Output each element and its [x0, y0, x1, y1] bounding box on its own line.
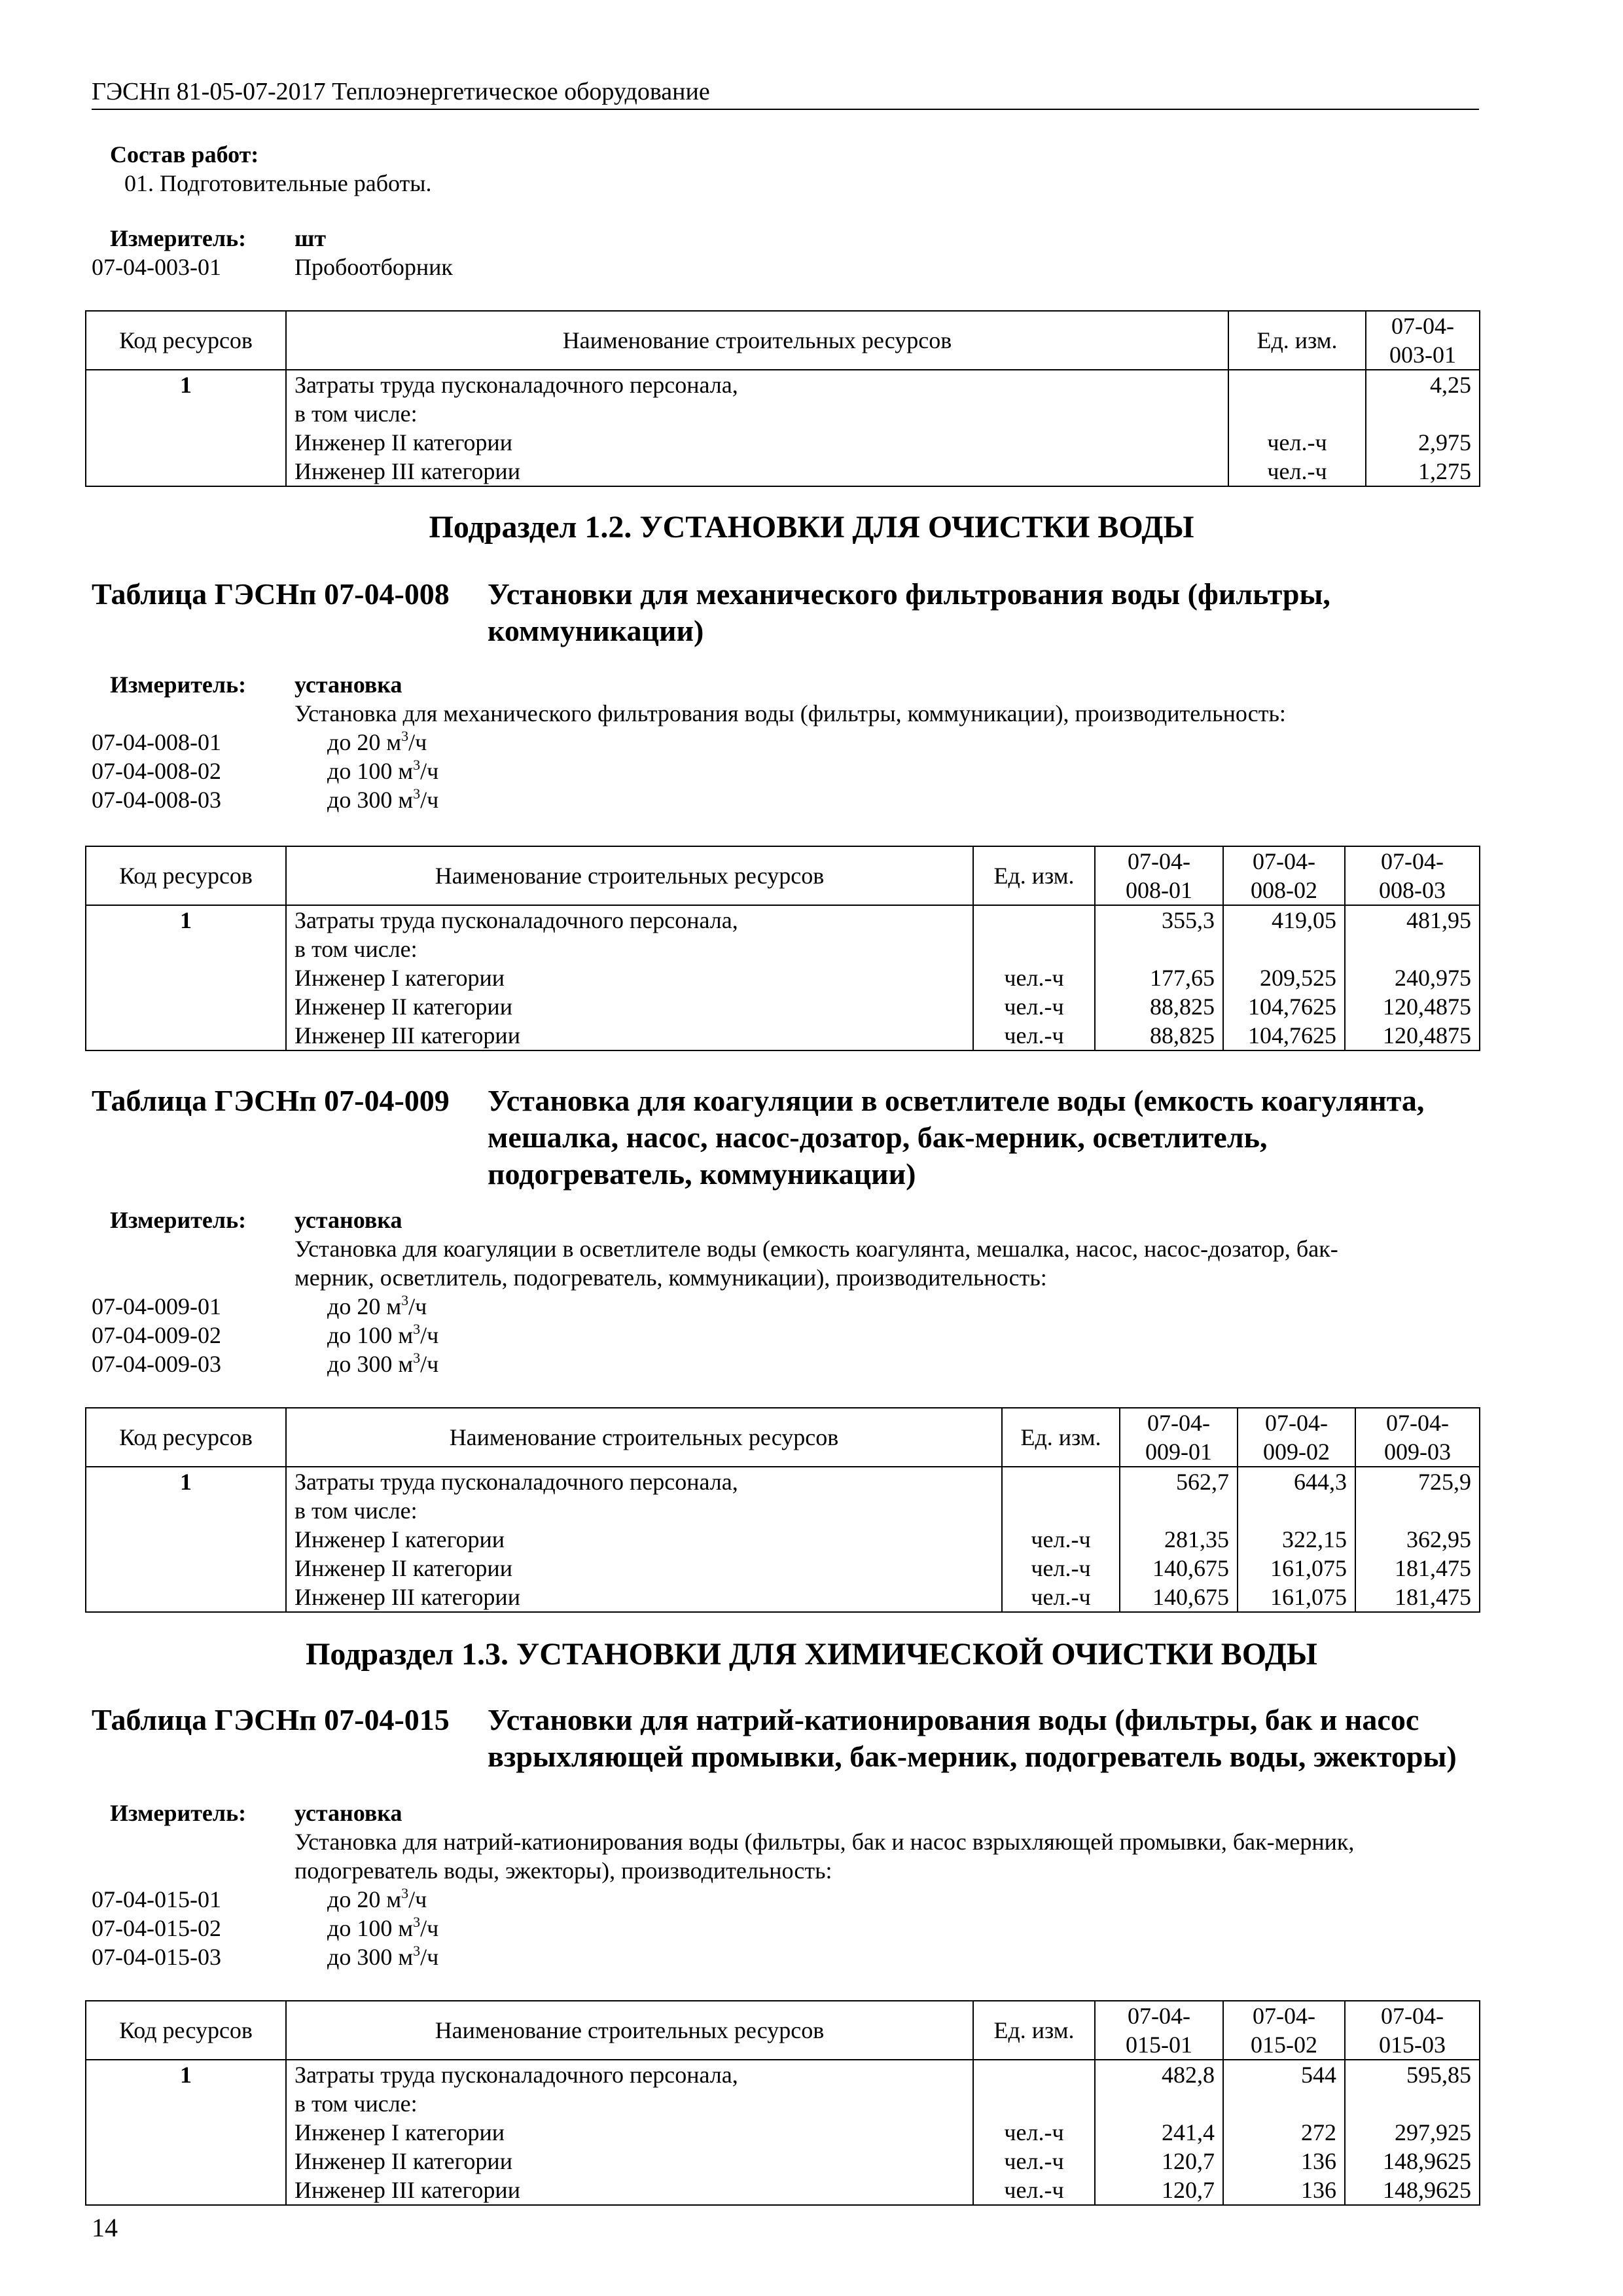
norm-value: 725,9: [1418, 1469, 1471, 1495]
norm-value: [1128, 1496, 1229, 1525]
norm-value: 161,075: [1270, 1555, 1347, 1581]
resource-units: [973, 905, 1095, 1050]
meter-label: Измеритель:: [110, 1207, 247, 1233]
norm-value: 209,525: [1260, 965, 1336, 991]
meter-label: Измеритель:: [110, 225, 247, 251]
norm-value: [1364, 1496, 1471, 1525]
description-line: подогреватель воды, эжекторы), производительность:: [294, 1857, 832, 1884]
meter-label: Измеритель:: [110, 1800, 247, 1826]
resource-unit: [1237, 399, 1357, 428]
capacity-superscript: 3: [401, 1292, 409, 1308]
norm-list-item: [92, 1943, 439, 1971]
resource-name: Инженер III категории: [294, 1584, 520, 1610]
norm-column-code: 07-04- 008-02: [1251, 848, 1317, 903]
col-header-name: Наименование строительных ресурсов: [286, 846, 973, 905]
norm-list-item: [92, 757, 439, 785]
resource-unit: [982, 935, 1086, 963]
norm-column-code: 07-04- 009-03: [1384, 1410, 1451, 1465]
col-header-code: Код ресурсов: [86, 1408, 286, 1467]
resource-unit: [1010, 1496, 1111, 1525]
norm-code: 07-04-009-03: [92, 1351, 221, 1377]
norm-value: 240,975: [1395, 965, 1471, 991]
norm-value: 148,9625: [1383, 2177, 1471, 2203]
capacity-superscript: 3: [401, 728, 409, 744]
resource-names: [286, 370, 1228, 486]
resource-units: [973, 2060, 1095, 2205]
norm-capacity: [327, 1350, 438, 1378]
norm-list-item: [92, 1292, 427, 1321]
norm-code: 07-04-015-01: [92, 1886, 221, 1912]
norm-value: 161,075: [1270, 1584, 1347, 1610]
meter-value: установка: [294, 1207, 402, 1233]
norm-value: 120,7: [1162, 2177, 1215, 2203]
table-title: [488, 576, 1330, 649]
resource-units: [1228, 370, 1366, 486]
norm-column-code: 07-04- 008-01: [1126, 848, 1192, 903]
norm-value: 482,8: [1162, 2062, 1215, 2088]
capacity-superscript: 3: [413, 1321, 421, 1337]
resource-name: Инженер I категории: [294, 965, 505, 991]
norm-value: 136: [1301, 2177, 1336, 2203]
capacity-superscript: 3: [413, 1914, 421, 1930]
col-header-code: Код ресурсов: [86, 846, 286, 905]
table-title-line: Установка для коагуляции в осветлителе воды (емкость коагулянта,: [488, 1084, 1425, 1117]
resource-name: Затраты труда пусконаладочного персонала,: [294, 907, 738, 933]
capacity-text: до 300 м: [327, 1351, 414, 1377]
norm-column-code: 07-04- 015-01: [1126, 2003, 1192, 2058]
norm-value: [1246, 1496, 1347, 1525]
resource-name: Затраты труда пусконаладочного персонала,: [294, 372, 738, 398]
col-header-norm: [1355, 1408, 1480, 1467]
col-header-unit: Ед. изм.: [973, 2001, 1095, 2060]
norm-value: 481,95: [1406, 907, 1471, 933]
col-header-code: Код ресурсов: [86, 2001, 286, 2060]
work-composition-item: 01. Подготовительные работы.: [124, 170, 432, 196]
norm-value: 2,975: [1418, 429, 1471, 456]
resource-unit: чел.-ч: [1031, 1526, 1091, 1552]
resource-unit: [982, 906, 1086, 935]
norm-values: [1238, 1467, 1355, 1612]
resource-code: 1: [86, 2060, 286, 2205]
norm-value: [1353, 2089, 1471, 2118]
meter-description: Установка для механического фильтрования воды (фильтры, коммуникации), производительность:: [294, 700, 1286, 726]
description-line: Установка для коагуляции в осветлителе воды (емкость коагулянта, мешалка, насос, насос-дозатор, бак-: [294, 1236, 1338, 1262]
capacity-text: до 20 м: [327, 1293, 402, 1319]
norm-column-code: 07-04- 008-03: [1379, 848, 1446, 903]
norm-value: 1,275: [1418, 458, 1471, 484]
col-header-code: Код ресурсов: [86, 311, 286, 370]
table-row: [86, 1467, 1480, 1612]
table-label: Таблица ГЭСНп 07-04-009: [92, 1084, 450, 1117]
capacity-unit: /ч: [408, 729, 427, 755]
capacity-superscript: 3: [413, 1350, 421, 1366]
resource-name: Инженер III категории: [294, 2177, 520, 2203]
resource-name: Инженер I категории: [294, 2119, 505, 2145]
norm-list-item: [92, 1914, 439, 1943]
capacity-unit: /ч: [420, 1322, 439, 1348]
norm-list-item: [92, 1885, 427, 1914]
resource-name: Инженер III категории: [294, 1022, 520, 1049]
resource-table-009: [85, 1407, 1480, 1613]
resource-unit: чел.-ч: [1031, 1584, 1091, 1610]
resource-name: Инженер II категории: [294, 1555, 512, 1581]
capacity-text: до 20 м: [327, 1886, 402, 1912]
norm-capacity: [327, 1943, 438, 1971]
norm-value: 140,675: [1152, 1584, 1229, 1610]
norm-value: 120,7: [1162, 2148, 1215, 2174]
capacity-text: до 20 м: [327, 729, 402, 755]
col-header-norm: [1223, 2001, 1345, 2060]
norm-value: 419,05: [1272, 907, 1336, 933]
norm-capacity: [327, 757, 438, 785]
norm-value: [1353, 935, 1471, 963]
norm-capacity: [327, 1885, 427, 1914]
meter-label: Измеритель:: [110, 672, 247, 698]
norm-code: 07-04-009-02: [92, 1322, 221, 1348]
capacity-text: до 100 м: [327, 1322, 414, 1348]
capacity-unit: /ч: [408, 1886, 427, 1912]
capacity-text: до 300 м: [327, 1944, 414, 1970]
meter-value: установка: [294, 672, 402, 698]
table-title-line: Установки для натрий-катионирования воды (фильтры, бак и насос: [488, 1703, 1419, 1736]
capacity-unit: /ч: [420, 1351, 439, 1377]
norm-value: 362,95: [1406, 1526, 1471, 1552]
norm-values: [1366, 370, 1480, 486]
norm-column-code: 07-04- 009-01: [1145, 1410, 1212, 1465]
col-header-name: Наименование строительных ресурсов: [286, 2001, 973, 2060]
norm-values: [1223, 905, 1345, 1050]
norm-value: 181,475: [1395, 1555, 1471, 1581]
capacity-superscript: 3: [413, 1943, 421, 1959]
resource-code: 1: [86, 1467, 286, 1612]
norm-value: 281,35: [1164, 1526, 1229, 1552]
norm-capacity: [327, 785, 438, 814]
norm-column-code: 07-04- 009-02: [1263, 1410, 1330, 1465]
table-title: [488, 1702, 1457, 1775]
table-title-line: Установки для механического фильтрования воды (фильтры,: [488, 577, 1330, 611]
capacity-text: до 100 м: [327, 1915, 414, 1941]
capacity-text: до 300 м: [327, 787, 414, 813]
norm-name: Пробоотборник: [294, 254, 453, 280]
table-row: [86, 370, 1480, 486]
table-label: Таблица ГЭСНп 07-04-008: [92, 577, 450, 611]
resource-unit: чел.-ч: [1004, 994, 1064, 1020]
norm-code: 07-04-003-01: [92, 254, 221, 280]
norm-values: [1095, 2060, 1223, 2205]
resource-name: Инженер II категории: [294, 994, 512, 1020]
col-header-norm: [1238, 1408, 1355, 1467]
subsection-heading: Подраздел 1.3. УСТАНОВКИ ДЛЯ ХИМИЧЕСКОЙ ОЧИСТКИ ВОДЫ: [306, 1637, 1317, 1672]
resource-names: [286, 2060, 973, 2205]
col-header-name: Наименование строительных ресурсов: [286, 1408, 1002, 1467]
col-header-unit: Ед. изм.: [973, 846, 1095, 905]
norm-value: [1374, 399, 1471, 428]
resource-names: [286, 905, 973, 1050]
running-header: ГЭСНп 81-05-07-2017 Теплоэнергетическое оборудование: [92, 77, 1479, 110]
capacity-text: до 100 м: [327, 758, 414, 784]
resource-unit: [982, 2060, 1086, 2089]
resource-name: в том числе:: [294, 2090, 418, 2117]
col-header-norm: [1223, 846, 1345, 905]
resource-unit: чел.-ч: [1004, 2177, 1064, 2203]
norm-value: 120,4875: [1383, 1022, 1471, 1049]
capacity-superscript: 3: [413, 785, 421, 802]
col-header-norm: [1120, 1408, 1238, 1467]
col-header-norm: [1345, 2001, 1480, 2060]
resource-names: [286, 1467, 1002, 1612]
description-line: Установка для натрий-катионирования воды (фильтры, бак и насос взрыхляющей промывки, бак-мерник,: [294, 1829, 1355, 1855]
norm-list-item: [92, 1350, 439, 1378]
resource-unit: чел.-ч: [1267, 429, 1327, 456]
table-title-line: подогреватель, коммуникации): [488, 1157, 916, 1191]
norm-values: [1120, 1467, 1238, 1612]
norm-value: 120,4875: [1383, 994, 1471, 1020]
norm-value: 644,3: [1294, 1469, 1347, 1495]
col-header-unit: Ед. изм.: [1228, 311, 1366, 370]
norm-value: [1103, 2089, 1215, 2118]
resource-name: в том числе:: [294, 936, 418, 962]
norm-code: 07-04-009-01: [92, 1293, 221, 1319]
norm-list-item: [92, 728, 427, 757]
resource-name: Затраты труда пусконаладочного персонала,: [294, 2062, 738, 2088]
resource-unit: чел.-ч: [1004, 1022, 1064, 1049]
table-title-line: взрыхляющей промывки, бак-мерник, подогреватель воды, эжекторы): [488, 1740, 1457, 1773]
norm-value: 544: [1301, 2062, 1336, 2088]
norm-list: [92, 1292, 439, 1378]
meter-value: шт: [294, 225, 327, 251]
resource-name: Затраты труда пусконаладочного персонала,: [294, 1469, 738, 1495]
resource-name: Инженер II категории: [294, 429, 512, 456]
col-header-norm: [1366, 311, 1480, 370]
resource-name: в том числе:: [294, 401, 418, 427]
norm-value: 148,9625: [1383, 2148, 1471, 2174]
col-header-unit: Ед. изм.: [1002, 1408, 1120, 1467]
norm-list-item: [92, 785, 439, 814]
capacity-unit: /ч: [420, 758, 439, 784]
norm-column-code: 07-04- 015-02: [1251, 2003, 1317, 2058]
description-line: мерник, осветлитель, подогреватель, коммуникации), производительность:: [294, 1265, 1047, 1291]
norm-values: [1345, 2060, 1480, 2205]
norm-capacity: [327, 1292, 427, 1321]
capacity-superscript: 3: [401, 1885, 409, 1901]
capacity-unit: /ч: [420, 787, 439, 813]
norm-column-code: 07-04- 003-01: [1389, 313, 1456, 368]
norm-value: 272: [1301, 2119, 1336, 2145]
resource-table-015: [85, 2000, 1480, 2206]
norm-code: 07-04-008-02: [92, 758, 221, 784]
resource-units: [1002, 1467, 1120, 1612]
norm-value: 4,25: [1430, 372, 1471, 398]
capacity-superscript: 3: [413, 757, 421, 773]
capacity-unit: /ч: [420, 1915, 439, 1941]
resource-unit: чел.-ч: [1267, 458, 1327, 484]
resource-unit: чел.-ч: [1031, 1555, 1091, 1581]
table-title: [488, 1083, 1424, 1193]
resource-unit: [982, 2089, 1086, 2118]
norm-value: 140,675: [1152, 1555, 1229, 1581]
resource-unit: чел.-ч: [1004, 2148, 1064, 2174]
norm-value: 104,7625: [1248, 994, 1336, 1020]
norm-capacity: [327, 1914, 438, 1943]
norm-value: 562,7: [1176, 1469, 1229, 1495]
norm-capacity: [327, 728, 427, 757]
table-row: [86, 905, 1480, 1050]
table-row: [86, 2060, 1480, 2205]
norm-value: 136: [1301, 2148, 1336, 2174]
resource-code: 1: [86, 905, 286, 1050]
table-label: Таблица ГЭСНп 07-04-015: [92, 1703, 450, 1736]
norm-values: [1223, 2060, 1345, 2205]
norm-list-item: [92, 1321, 439, 1350]
col-header-name: Наименование строительных ресурсов: [286, 311, 1228, 370]
norm-value: 181,475: [1395, 1584, 1471, 1610]
norm-value: 104,7625: [1248, 1022, 1336, 1049]
meter-description: [294, 1234, 1338, 1292]
page-number: 14: [92, 2213, 118, 2242]
norm-values: [1345, 905, 1480, 1050]
table-title-line: мешалка, насос, насос-дозатор, бак-мерник, осветлитель,: [488, 1121, 1268, 1154]
resource-unit: чел.-ч: [1004, 2119, 1064, 2145]
capacity-unit: /ч: [420, 1944, 439, 1970]
resource-unit: чел.-ч: [1004, 965, 1064, 991]
norm-capacity: [327, 1321, 438, 1350]
norm-value: 595,85: [1406, 2062, 1471, 2088]
norm-value: 241,4: [1162, 2119, 1215, 2145]
table-title-line: коммуникации): [488, 614, 704, 647]
norm-value: 177,65: [1150, 965, 1215, 991]
resource-table-003: [85, 310, 1480, 487]
norm-value: 297,925: [1395, 2119, 1471, 2145]
norm-value: [1232, 935, 1336, 963]
norm-code: 07-04-008-01: [92, 729, 221, 755]
norm-value: [1232, 2089, 1336, 2118]
resource-name: Инженер III категории: [294, 458, 520, 484]
norm-list: [92, 728, 439, 814]
meter-description: [294, 1827, 1354, 1885]
resource-table-008: [85, 846, 1480, 1051]
col-header-norm: [1095, 2001, 1223, 2060]
subsection-heading: Подраздел 1.2. УСТАНОВКИ ДЛЯ ОЧИСТКИ ВОДЫ: [429, 510, 1194, 545]
capacity-unit: /ч: [408, 1293, 427, 1319]
resource-code: 1: [86, 370, 286, 486]
norm-code: 07-04-015-03: [92, 1944, 221, 1970]
norm-value: 88,825: [1150, 1022, 1215, 1049]
resource-unit: [1237, 370, 1357, 399]
norm-values: [1095, 905, 1223, 1050]
resource-unit: [1010, 1467, 1111, 1496]
col-header-norm: [1345, 846, 1480, 905]
norm-value: 355,3: [1162, 907, 1215, 933]
resource-name: в том числе:: [294, 1498, 418, 1524]
norm-code: 07-04-008-03: [92, 787, 221, 813]
norm-value: [1103, 935, 1215, 963]
resource-name: Инженер I категории: [294, 1526, 505, 1552]
norm-column-code: 07-04- 015-03: [1379, 2003, 1446, 2058]
meter-value: установка: [294, 1800, 402, 1826]
work-composition-label: Состав работ:: [110, 141, 259, 168]
norm-code: 07-04-015-02: [92, 1915, 221, 1941]
resource-name: Инженер II категории: [294, 2148, 512, 2174]
norm-list: [92, 1885, 439, 1971]
norm-value: 322,15: [1282, 1526, 1347, 1552]
norm-value: 88,825: [1150, 994, 1215, 1020]
norm-values: [1355, 1467, 1480, 1612]
col-header-norm: [1095, 846, 1223, 905]
